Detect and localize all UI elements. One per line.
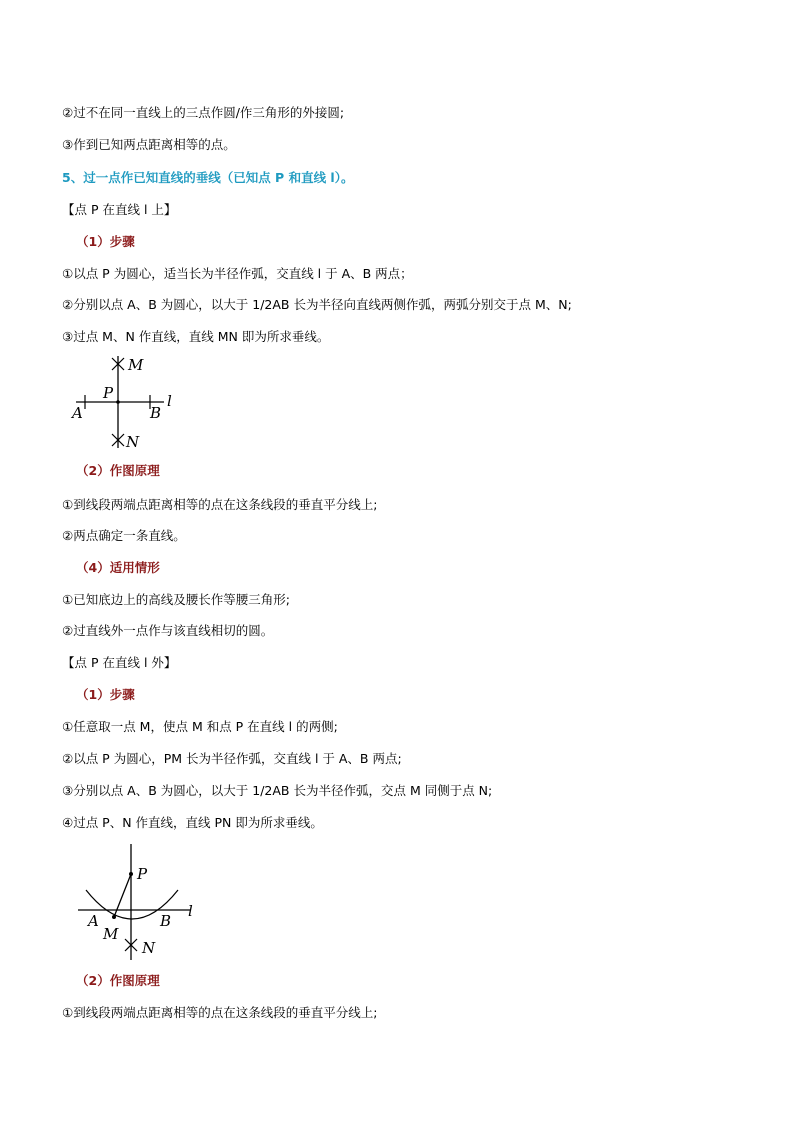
fig2-label-p: P: [137, 865, 148, 883]
part2-step-3: ③分别以点 A、B 为圆心，以大于 1/2AB 长为半径作弧，交点 M 同侧于点 N;: [62, 783, 493, 798]
top-item-2: ②过不在同一直线上的三点作圆/作三角形的外接圆;: [62, 105, 345, 120]
fig1-label-b: B: [150, 404, 162, 422]
fig1-label-l: l: [167, 392, 172, 410]
part1-principle-1: ①到线段两端点距离相等的点在这条线段的垂直平分线上;: [62, 497, 378, 512]
figure-point-on-line: [68, 352, 188, 452]
section-heading: 5、过一点作已知直线的垂线（已知点 P 和直线 l）。: [62, 170, 354, 185]
fig2-label-a: A: [88, 912, 99, 930]
fig1-label-m: M: [128, 356, 144, 374]
part1-applicable-2: ②过直线外一点作与该直线相切的圆。: [62, 623, 274, 638]
fig1-label-p: P: [103, 384, 114, 402]
top-item-3: ③作到已知两点距离相等的点。: [62, 137, 236, 152]
part1-step-3: ③过点 M、N 作直线，直线 MN 即为所求垂线。: [62, 329, 330, 344]
fig2-label-b: B: [160, 912, 172, 930]
part1-step-1: ①以点 P 为圆心，适当长为半径作弧，交直线 l 于 A、B 两点；: [62, 266, 413, 281]
fig1-label-n: N: [126, 433, 140, 451]
fig1-label-a: A: [72, 404, 83, 422]
part2-principle-1: ①到线段两端点距离相等的点在这条线段的垂直平分线上;: [62, 1005, 378, 1020]
part1-title: 【点 P 在直线 l 上】: [62, 202, 177, 217]
part2-principle-heading: （2）作图原理: [76, 973, 160, 988]
fig2-label-m: M: [103, 925, 119, 943]
figure-point-off-line: [68, 840, 208, 965]
part2-step-4: ④过点 P、N 作直线，直线 PN 即为所求垂线。: [62, 815, 323, 830]
part2-step-1: ①任意取一点 M，使点 M 和点 P 在直线 l 的两侧;: [62, 719, 338, 734]
part2-steps-heading: （1）步骤: [76, 687, 135, 702]
part1-principle-heading: （2）作图原理: [76, 463, 160, 478]
part2-step-2: ②以点 P 为圆心，PM 长为半径作弧，交直线 l 于 A、B 两点;: [62, 751, 402, 766]
part1-steps-heading: （1）步骤: [76, 234, 135, 249]
part1-principle-2: ②两点确定一条直线。: [62, 528, 186, 543]
part2-title: 【点 P 在直线 l 外】: [62, 655, 177, 670]
fig2-label-l: l: [188, 902, 193, 920]
part1-applicable-heading: （4）适用情形: [76, 560, 160, 575]
fig2-label-n: N: [142, 939, 156, 957]
part1-step-2: ②分别以点 A、B 为圆心，以大于 1/2AB 长为半径向直线两侧作弧，两弧分别交于点 M、N;: [62, 297, 572, 312]
part1-applicable-1: ①已知底边上的高线及腰长作等腰三角形;: [62, 592, 290, 607]
